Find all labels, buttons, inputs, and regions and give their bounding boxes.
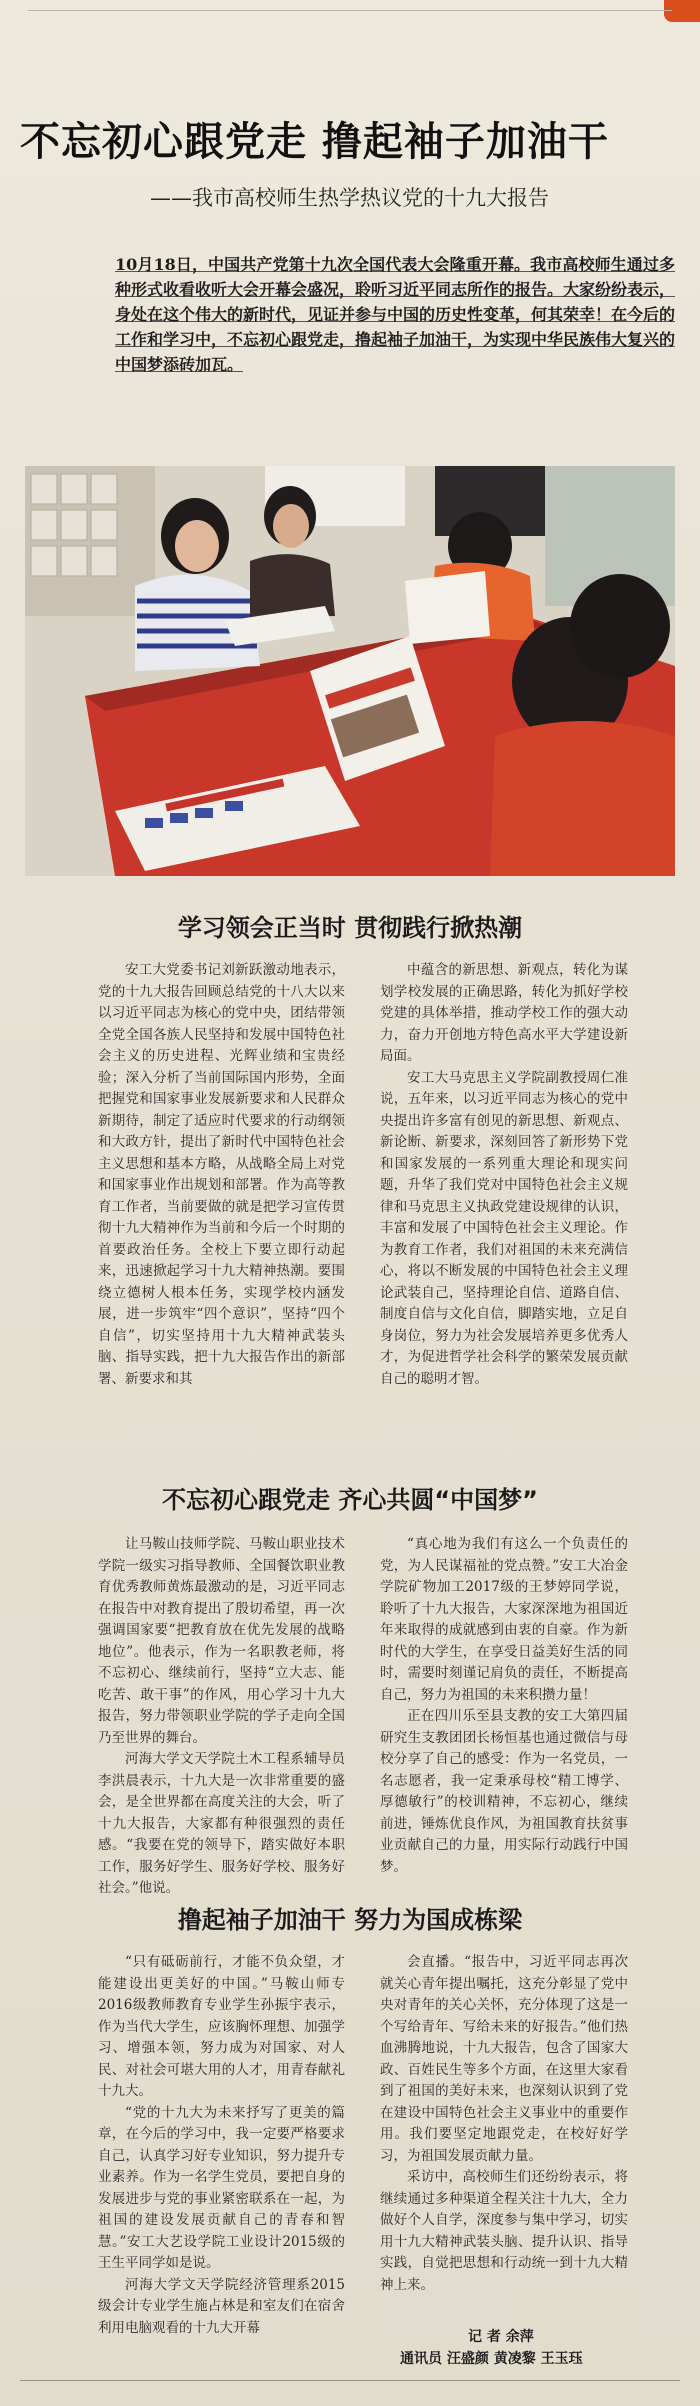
top-rule [28,10,672,11]
section-title-1: 学习领会正当时 贯彻践行掀热潮 [177,914,523,942]
section-2-left-paragraph-1: 让马鞍山技师学院、马鞍山职业技术学院一级实习指导教师、全国餐饮职业教育优秀教师黄炼最激动的是，习近平同志在报告中对教育提出了殷切希望，再一次强调国家要“把教育放在优先发展的战略地位”。他表示，作为一名职教老师，将不忘初心、继续前行，坚持“立大志、能吃苦、敢干事”的作风，用心学习十九大报告，努力带领职业学院的学子走向全国乃至世界的舞台。 [98,1536,345,1746]
section-3-right-paragraph-2: 采访中，高校师生们还纷纷表示，将继续通过多种渠道全程关注十九大，全力做好个人自学，深度参与集中学习，切实用十九大精神武装头脑、提升认识、指导实践，自觉把思想和行动统一到十九大精神上来。 [380,2169,628,2293]
section-title-2: 不忘初心跟党走 齐心共圆“中国梦” [162,1486,538,1514]
section-1-right-paragraph-1: 中蕴含的新思想、新观点，转化为谋划学校发展的正确思路，转化为抓好学校党建的具体举措，推动学校工作的强大动力，奋力开创地方特色高水平大学建设新局面。 [380,962,628,1064]
byline-reporter: 记 者 余萍 [468,2329,534,2345]
section-2-right-paragraph-1: “真心地为我们有这么一个负责任的党，为人民谋福祉的党点赞。”安工大冶金学院矿物加工2017级的王梦婷同学说，聆听了十九大报告，大家深深地为祖国近年来取得的成就感到由衷的自豪。作为新时代的大学生，在享受日益美好生活的同时，需要时刻谨记肩负的责任，不断提高自己，努力为祖国的未来积攒力量！ [380,1536,628,1703]
section-3-left-paragraph-1: “只有砥砺前行，才能不负众望，才能建设出更美好的中国。”马鞍山师专2016级教师教育专业学生孙振宇表示，作为当代大学生，应该胸怀理想、加强学习、增强本领，努力成为对国家、对人民、对社会可堪大用的人才，用青春献礼十九大。 [98,1954,345,2099]
section-3-left-paragraph-3: 河海大学文天学院经济管理系2015级会计专业学生施占林是和室友们在宿舍利用电脑观看的十九大开幕 [98,2276,345,2336]
corner-color-tab [664,0,700,22]
section-1-left-paragraph: 安工大党委书记刘新跃激动地表示，党的十九大报告回顾总结党的十八大以来以习近平同志为核心的党中央，团结带领全党全国各族人民坚持和发展中国特色社会主义的历史进程、光辉业绩和宝贵经验；深入分析了当前国际国内形势，全面把握党和国家事业发展新要求和人民群众新期待，制定了适应时代要求的行动纲领和大政方针，提出了新时代中国特色社会主义思想和基本方略，从战略全局上对党和国家事业作出规划和部署。作为高等教育工作者，当前要做的就是把学习宣传贯彻十九大精神作为当前和今后一个时期的首要政治任务。全校上下要立即行动起来，迅速掀起学习十九大精神热潮。要围绕立德树人根本任务，实现学校内涵发展，进一步筑牢“四个意识”，坚持“四个自信”，切实坚持用十九大精神武装头脑、指导实践，把十九大报告作出的新部署、新要求和其 [98,962,345,1387]
section-2-left-paragraph-2: 河海大学文天学院土木工程系辅导员李洪晨表示，十九大是一次非常重要的盛会，是全世界都在高度关注的大会，听了十九大报告，大家都有种很强烈的责任感。“我要在党的领导下，踏实做好本职工作，服务好学生、服务好学校、服务好社会。”他说。 [98,1751,345,1896]
photo-students-reading-newspapers-icon [25,466,675,876]
bottom-rule [20,2380,680,2381]
news-photo [25,466,675,876]
lead-text: 10月18日，中国共产党第十九次全国代表大会隆重开幕。我市高校师生通过多种形式收看收听大会开幕会盛况，聆听习近平同志所作的报告。大家纷纷表示，身处在这个伟大的新时代，见证并参与中国的历史性变革，何其荣幸！在今后的工作和学习中，不忘初心跟党走，撸起袖子加油干，为实现中华民族伟大复兴的中国梦添砖加瓦。 [115,255,676,374]
section-3-left-paragraph-2: “党的十九大为未来抒写了更美的篇章，在今后的学习中，我一定要严格要求自己，认真学习好专业知识，努力提升专业素养。作为一名学生党员，要把自身的发展进步与党的事业紧密联系在一起，为祖国的建设发展贡献自己的青春和智慧。”安工大艺设学院工业设计2015级的王生平同学如是说。 [98,2104,345,2271]
byline [400,2326,583,2370]
section-2-right-column [380,1534,628,1884]
subheadline: ——我市高校师生热学热议党的十九大报告 [150,186,549,210]
section-1-left-column [98,960,345,1460]
section-3-right-column [380,1952,628,2324]
section-3-left-column [98,1952,345,2372]
section-1-right-paragraph-2: 安工大马克思主义学院副教授周仁准说，五年来，以习近平同志为核心的党中央提出许多富有创见的新思想、新观点、新论断、新要求，深刻回答了新形势下党和国家发展的一系列重大理论和现实问题，升华了我们党对中国特色社会主义规律和马克思主义执政党建设规律的认识，丰富和发展了中国特色社会主义理论。作为教育工作者，我们对祖国的未来充满信心，将以不断发展的中国特色社会主义理论武装自己，坚持理论自信、道路自信、制度自信与文化自信，脚踏实地，立足自身岗位，努力为社会发展培养更多优秀人才，为促进哲学社会科学的繁荣发展贡献自己的聪明才智。 [380,1069,628,1387]
section-title-3: 撸起袖子加油干 努力为国成栋梁 [177,1906,523,1934]
headline: 不忘初心跟党走 撸起袖子加油干 [20,119,609,165]
section-3-right-paragraph-1: 会直播。“报告中，习近平同志再次就关心青年提出嘱托，这充分彰显了党中央对青年的关心关怀，充分体现了这是一个写给青年、写给未来的好报告。”他们热血沸腾地说，十九大报告，包含了国家大政、百姓民生等多个方面，在这里大家看到了祖国的美好未来，也深刻认识到了党在建设中国特色社会主义事业中的重要作用。我们要坚定地跟党走，在校好好学习，为祖国发展贡献力量。 [380,1954,628,2164]
section-1-right-column [380,960,628,1460]
lead-paragraph [115,252,675,377]
byline-correspondents: 通讯员 汪盛颜 黄凌黎 王玉珏 [400,2351,583,2367]
section-2-left-column [98,1534,345,1896]
section-2-right-paragraph-2: 正在四川乐至县支教的安工大第四届研究生支教团团长杨恒基也通过微信与母校分享了自己的感受：作为一名党员，一名志愿者，我一定秉承母校“精工博学、厚德敏行”的校训精神，不忘初心，继续前进，锤炼优良作风，为祖国教育扶贫事业贡献自己的力量，用实际行动践行中国梦。 [380,1708,628,1875]
